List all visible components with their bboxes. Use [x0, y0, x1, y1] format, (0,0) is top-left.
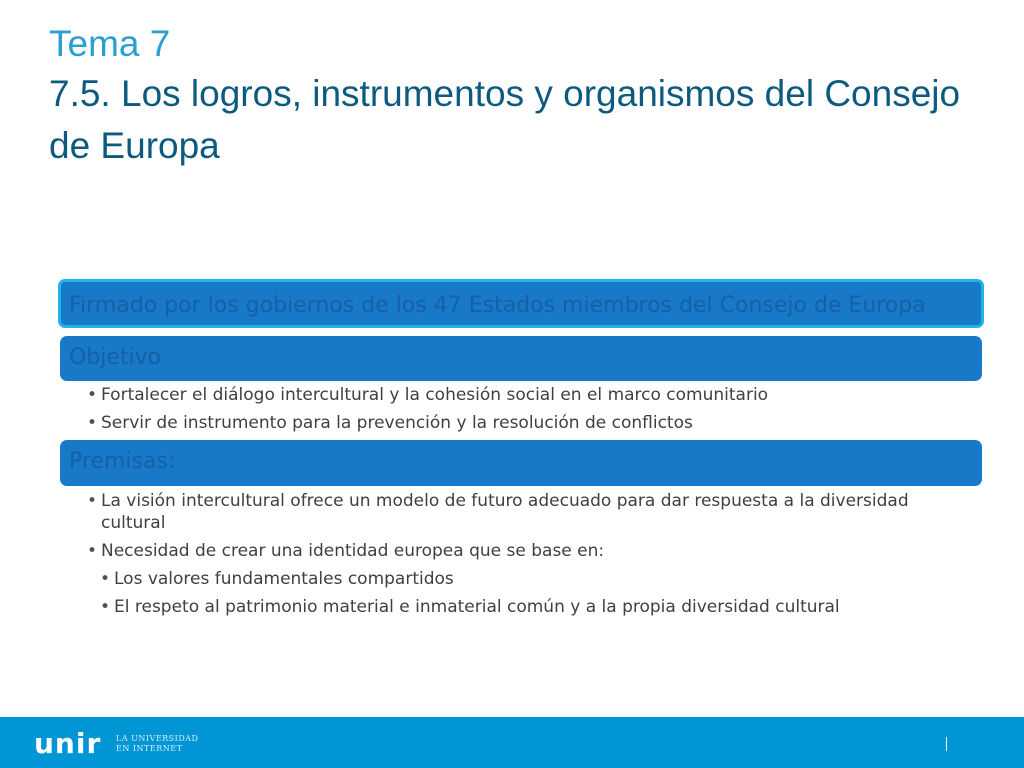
unir-logo: unir [34, 727, 102, 760]
footer-divider [946, 737, 947, 751]
slide-header [49, 22, 989, 172]
objective-list [87, 384, 937, 440]
list-item: • Servir de instrumento para la prevención y la resolución de conflictos [87, 412, 937, 434]
sub-list-item: • Los valores fundamentales compartidos [100, 568, 937, 590]
topic-label: Tema 7 [49, 23, 171, 64]
sub-list-item: • El respeto al patrimonio material e inmaterial común y a la propia diversidad cultural [100, 596, 937, 618]
slide-title: 7.5. Los logros, instrumentos y organismos del Consejo de Europa [49, 73, 961, 166]
tagline-line: EN INTERNET [116, 744, 183, 753]
premises-heading: Premisas: [60, 440, 982, 486]
list-item: • Fortalecer el diálogo intercultural y la cohesión social en el marco comunitario [87, 384, 937, 406]
list-item: • Necesidad de crear una identidad europea que se base en: [87, 540, 937, 562]
list-item: • La visión intercultural ofrece un modelo de futuro adecuado para dar respuesta a la diversidad cultural [87, 490, 937, 534]
logo-tagline [116, 734, 198, 754]
premises-list [87, 490, 937, 624]
objective-heading: Objetivo [60, 336, 982, 381]
tagline-line: LA UNIVERSIDAD [116, 734, 199, 743]
signed-by-box: Firmado por los gobiernos de los 47 Estados miembros del Consejo de Europa [58, 279, 984, 328]
footer-bar [0, 717, 1024, 768]
